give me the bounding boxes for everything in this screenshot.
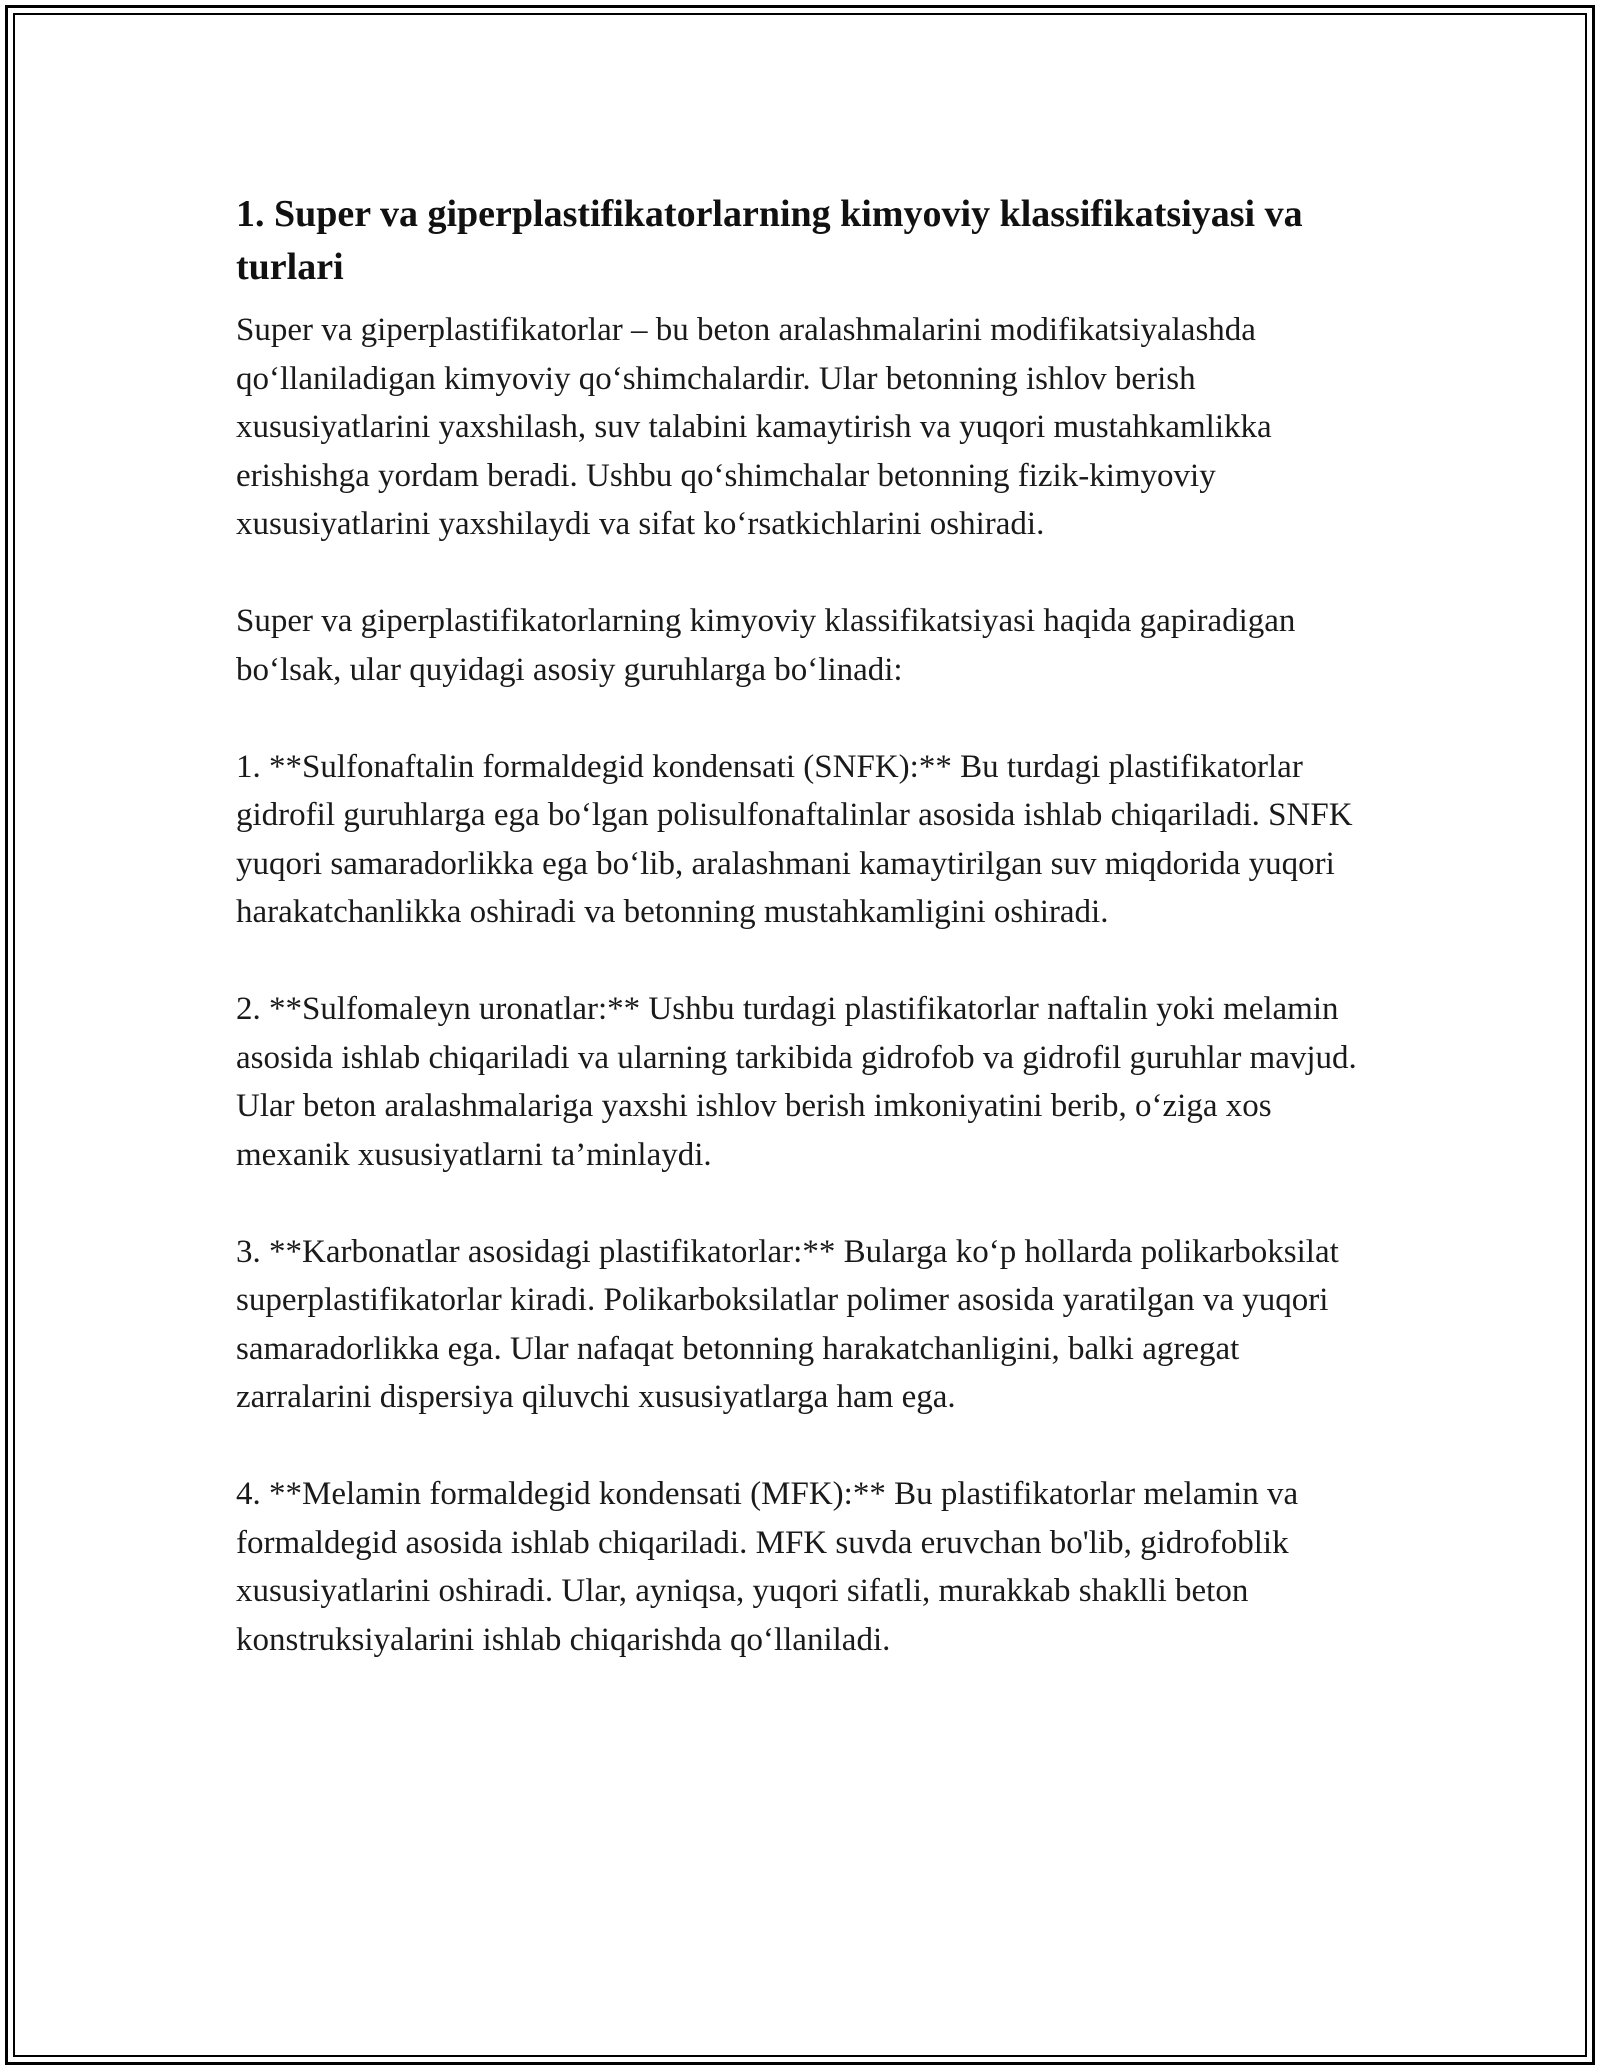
- page-title: 1. Super va giperplastifikatorlarning kimyoviy klassifikatsiyasi va turlari: [236, 193, 1303, 288]
- list-item-sulfomaleyn: 2. **Sulfomaleyn uronatlar:** Ushbu turdagi plastifikatorlar naftalin yoki melamin asosida ishlab chiqariladi va ularning tarkibida gidrofob va gidrofil guruhlar mavjud. Ular beton aralashmalariga yaxshi ishlov berish imkoniyatini berib, o‘ziga xos mexanik xususiyatlarni ta’minlaydi.: [236, 991, 1357, 1173]
- document-body: [236, 188, 1381, 1713]
- list-item-snfk: 1. **Sulfonaftalin formaldegid kondensati (SNFK):** Bu turdagi plastifikatorlar gidrofil guruhlarga ega bo‘lgan polisulfonaftalinlar asosida ishlab chiqariladi. SNFK yuqori samaradorlikka ega bo‘lib, aralashmani kamaytirilgan suv miqdorida yuqori harakatchanlikka oshiradi va betonning mustahkamligini oshiradi.: [236, 748, 1353, 930]
- intro-paragraph: Super va giperplastifikatorlar – bu beton aralashmalarini modifikatsiyalashda qo‘llaniladigan kimyoviy qo‘shimchalardir. Ular betonning ishlov berish xususiyatlarini yaxshilash, suv talabini kamaytirish va yuqori mustahkamlikka erishishga yordam beradi. Ushbu qo‘shimchalar betonning fizik-kimyoviy xususiyatlarini yaxshilaydi va sifat ko‘rsatkichlarini oshiradi.: [236, 312, 1272, 542]
- list-item-karbonatlar: 3. **Karbonatlar asosidagi plastifikatorlar:** Bularga ko‘p hollarda polikarboksilat superplastifikatorlar kiradi. Polikarboksilatlar polimer asosida yaratilgan va yuqori samaradorlikka ega. Ular nafaqat betonning harakatchanligini, balki agregat zarralarini dispersiya qiluvchi xususiyatlarga ham ega.: [236, 1233, 1339, 1415]
- classification-intro-paragraph: Super va giperplastifikatorlarning kimyoviy klassifikatsiyasi haqida gapiradigan bo‘lsak, ular quyidagi asosiy guruhlarga bo‘linadi:: [236, 603, 1296, 688]
- list-item-mfk: 4. **Melamin formaldegid kondensati (MFK):** Bu plastifikatorlar melamin va formaldegid asosida ishlab chiqariladi. MFK suvda eruvchan bo'lib, gidrofoblik xususiyatlarini oshiradi. Ular, ayniqsa, yuqori sifatli, murakkab shaklli beton konstruksiyalarini ishlab chiqarishda qo‘llaniladi.: [236, 1476, 1299, 1658]
